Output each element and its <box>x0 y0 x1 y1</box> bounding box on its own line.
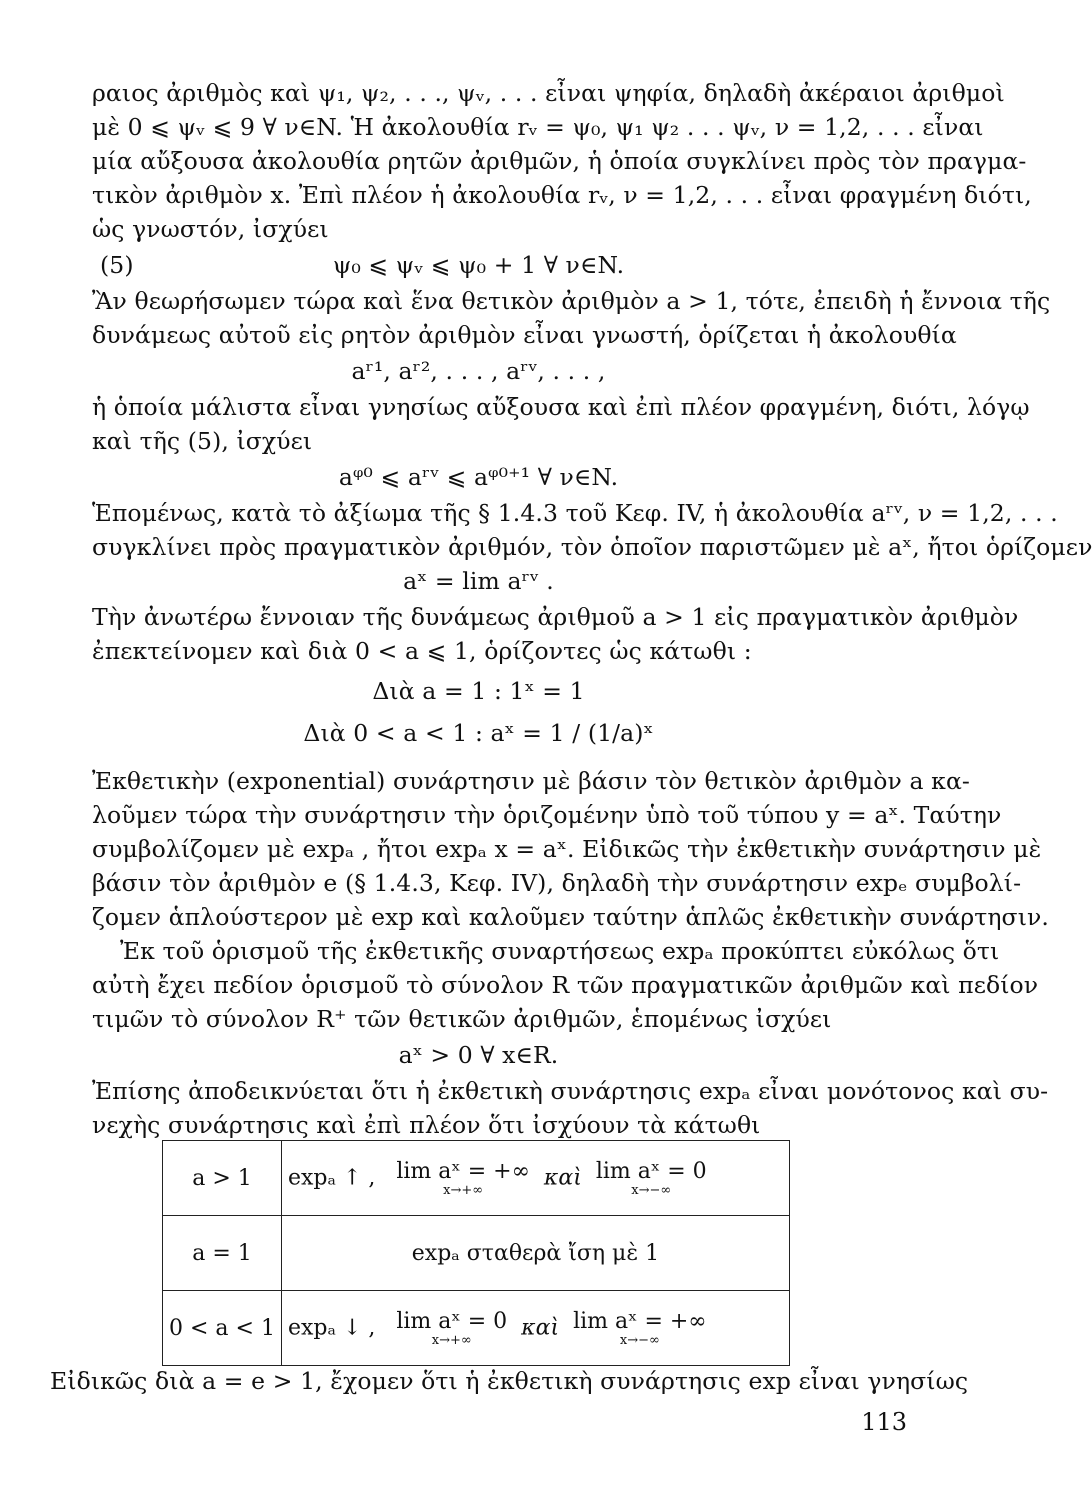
text-line: Εἰδικῶς διὰ a = e > 1, ἔχομεν ὅτι ἡ ἐκθετικὴ συνάρτησις exp εἶναι γνησίως <box>50 1367 969 1395</box>
text-line: συμβολίζομεν μὲ expₐ , ἤτοι expₐ x = aˣ. Εἰδικῶς τὴν ἐκθετικὴν συνάρτησιν μὲ <box>92 835 1042 863</box>
table-cell-properties <box>281 1141 789 1216</box>
text-line: ἡ ὁποία μάλιστα εἶναι γνησίως αὔξουσα καὶ ἐπὶ πλέον φραγμένη, διότι, λόγῳ <box>92 393 1030 421</box>
table-row <box>163 1141 790 1216</box>
limit-subscript: x→+∞ <box>443 1182 484 1198</box>
text-line: μία αὔξουσα ἀκολουθία ρητῶν ἀριθμῶν, ἡ ὁποία συγκλίνει πρὸς τὸν πραγμα- <box>92 147 1027 175</box>
equation-label: (5) <box>100 251 134 279</box>
page-number: 113 <box>861 1408 907 1436</box>
text-line: λοῦμεν τώρα τὴν συνάρτησιν τὴν ὁριζομένην ὑπὸ τοῦ τύπου y = aˣ. Ταύτην <box>92 801 1002 829</box>
text-line: Ἐπίσης ἀποδεικνύεται ὅτι ἡ ἐκθετικὴ συνάρτησις expₐ εἶναι μονότονος καὶ συ- <box>92 1077 1049 1105</box>
conjunction: καὶ <box>521 1315 560 1340</box>
table-row <box>163 1291 790 1366</box>
limit-text: lim aˣ = +∞ <box>573 1308 707 1334</box>
exp-properties-table <box>162 1140 790 1366</box>
inequality-formula: aᵠ⁰ ⩽ aʳᵛ ⩽ aᵠ⁰⁺¹ ∀ ν∈N. <box>338 463 619 491</box>
text-line: συγκλίνει πρὸς πραγματικὸν ἀριθμόν, τὸν ὁποῖον παριστῶμεν μὲ aˣ, ἤτοι ὁρίζομεν <box>92 533 1092 561</box>
limit-definition: aˣ = lim aʳᵛ . <box>403 567 554 595</box>
case-a-between: Διὰ 0 < a < 1 : aˣ = 1 / (1/a)ˣ <box>303 719 654 747</box>
limit-subscript: x→−∞ <box>619 1332 660 1348</box>
conjunction: καὶ <box>543 1165 582 1190</box>
text-line: Ἐκ τοῦ ὁρισμοῦ τῆς ἐκθετικῆς συναρτήσεως expₐ προκύπτει εὐκόλως ὅτι <box>120 937 1000 965</box>
func-label: expₐ ↑ , <box>287 1165 376 1190</box>
table-cell-condition: a = 1 <box>163 1216 282 1291</box>
limit-expression <box>596 1159 707 1198</box>
positivity-formula: aˣ > 0 ∀ x∈R. <box>398 1041 559 1069</box>
text-line: ραιος ἀριθμὸς καὶ ψ₁, ψ₂, . . ., ψᵥ, . . . εἶναι ψηφία, δηλαδὴ ἀκέραιοι ἀριθμοὶ <box>92 79 1005 107</box>
limit-expression <box>396 1159 530 1198</box>
limit-subscript: x→+∞ <box>431 1332 472 1348</box>
limit-expression <box>396 1309 507 1348</box>
table-row <box>163 1216 790 1291</box>
limit-text: lim aˣ = 0 <box>595 1158 707 1184</box>
text-line: ἐπεκτείνομεν καὶ διὰ 0 < a ⩽ 1, ὁρίζοντες ὡς κάτωθι : <box>92 637 752 665</box>
text-line: Ἐκθετικὴν (exponential) συνάρτησιν μὲ βάσιν τὸν θετικὸν ἀριθμὸν a κα- <box>92 767 970 795</box>
text-line: καὶ τῆς (5), ἰσχύει <box>92 427 313 455</box>
text-line: δυνάμεως αὐτοῦ εἰς ρητὸν ἀριθμὸν εἶναι γνωστή, ὁρίζεται ἡ ἀκολουθία <box>92 321 957 349</box>
text-line: βάσιν τὸν ἀριθμὸν e (§ 1.4.3, Κεφ. IV), δηλαδὴ τὴν συνάρτησιν expₑ συμβολί- <box>92 869 1022 897</box>
table-cell-condition: 0 < a < 1 <box>163 1291 282 1366</box>
text-line: Ἑπομένως, κατὰ τὸ ἀξίωμα τῆς § 1.4.3 τοῦ Κεφ. IV, ἡ ἀκολουθία aʳᵛ, ν = 1,2, . . . <box>92 499 1058 527</box>
table-cell-properties: expₐ σταθερὰ ἴση μὲ 1 <box>281 1216 789 1291</box>
limit-subscript: x→−∞ <box>631 1182 672 1198</box>
text-line: μὲ 0 ⩽ ψᵥ ⩽ 9 ∀ ν∈N. Ἡ ἀκολουθία rᵥ = ψ₀, ψ₁ ψ₂ . . . ψᵥ, ν = 1,2, . . . εἶναι <box>92 113 984 141</box>
text-line: αὐτὴ ἔχει πεδίον ὁρισμοῦ τὸ σύνολον R τῶν πραγματικῶν ἀριθμῶν καὶ πεδίον <box>92 971 1039 999</box>
limit-expression <box>573 1309 707 1348</box>
sequence-formula: aʳ¹, aʳ², . . . , aʳᵛ, . . . , <box>351 357 606 385</box>
table-cell-properties <box>281 1291 789 1366</box>
limit-text: lim aˣ = +∞ <box>396 1158 530 1184</box>
func-label: expₐ ↓ , <box>287 1315 376 1340</box>
text-line: Τὴν ἀνωτέρω ἔννοιαν τῆς δυνάμεως ἀριθμοῦ a > 1 εἰς πραγματικὸν ἀριθμὸν <box>92 603 1019 631</box>
text-line: τιμῶν τὸ σύνολον R⁺ τῶν θετικῶν ἀριθμῶν, ἑπομένως ἰσχύει <box>92 1005 832 1033</box>
case-a-equals-1: Διὰ a = 1 : 1ˣ = 1 <box>372 677 585 705</box>
table-cell-condition: a > 1 <box>163 1141 282 1216</box>
text-line: νεχὴς συνάρτησις καὶ ἐπὶ πλέον ὅτι ἰσχύουν τὰ κάτωθι <box>92 1111 761 1139</box>
text-line: ὡς γνωστόν, ἰσχύει <box>92 215 329 243</box>
limit-text: lim aˣ = 0 <box>396 1308 508 1334</box>
text-line: ζομεν ἁπλούστερον μὲ exp καὶ καλοῦμεν ταύτην ἁπλῶς ἐκθετικὴν συνάρτησιν. <box>92 903 1049 931</box>
equation-5: ψ₀ ⩽ ψᵥ ⩽ ψ₀ + 1 ∀ ν∈N. <box>332 251 625 279</box>
text-line: τικὸν ἀριθμὸν x. Ἐπὶ πλέον ἡ ἀκολουθία rᵥ, ν = 1,2, . . . εἶναι φραγμένη διότι, <box>92 181 1032 209</box>
text-line: Ἂν θεωρήσωμεν τώρα καὶ ἕνα θετικὸν ἀριθμὸν a > 1, τότε, ἐπειδὴ ἡ ἔννοια τῆς <box>92 287 1051 315</box>
